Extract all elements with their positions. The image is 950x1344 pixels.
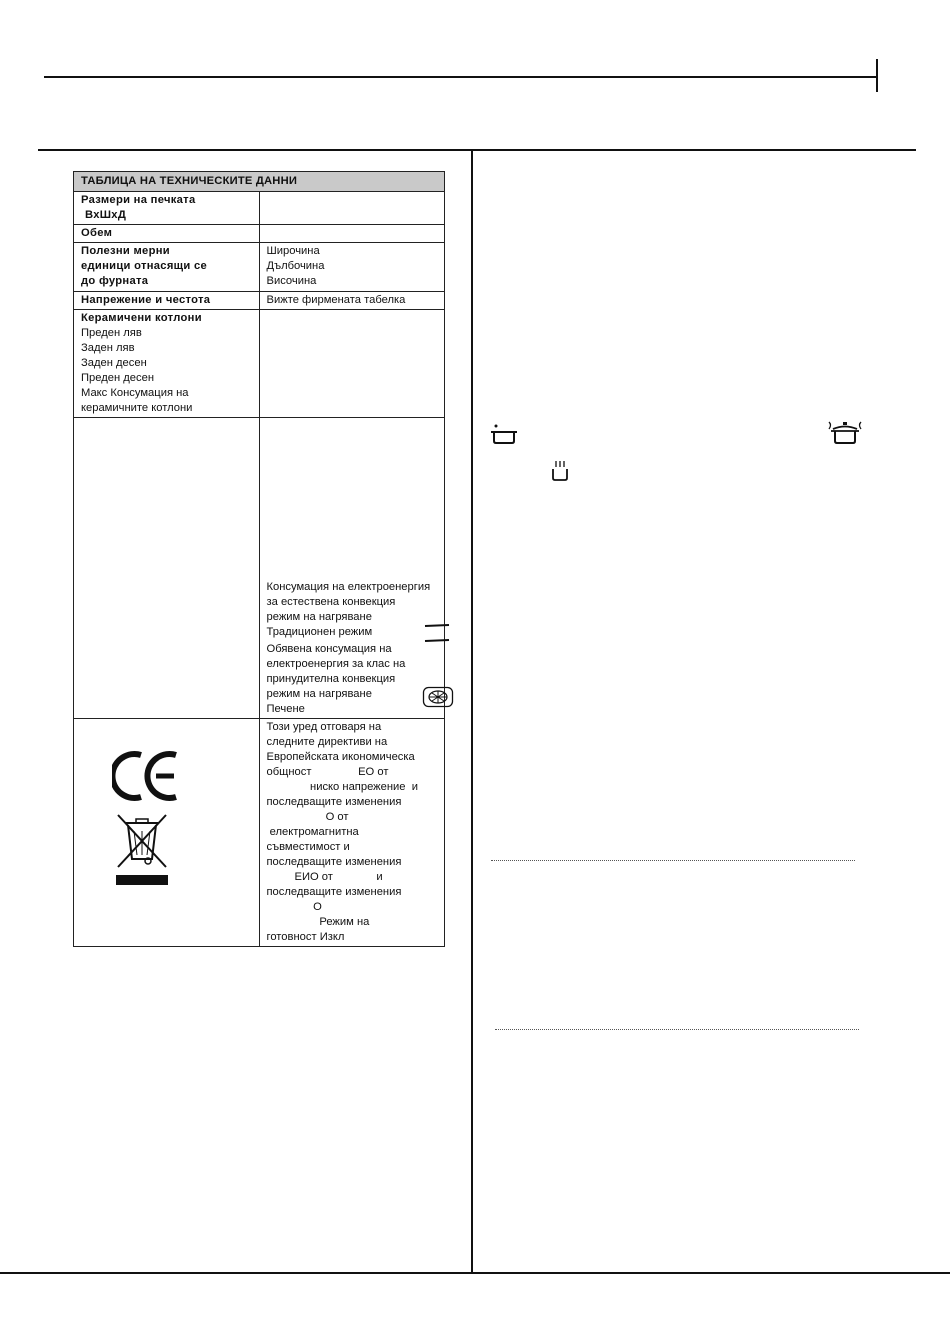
section-rule	[38, 149, 916, 151]
bottom-rule	[0, 1272, 950, 1274]
technical-data-table	[73, 171, 445, 947]
top-rule-end-mark	[876, 59, 878, 92]
ceramic-hobs-values	[259, 310, 445, 418]
voltage-label: Напрежение и честота	[74, 292, 260, 310]
table-row	[74, 243, 445, 292]
table-row	[74, 418, 445, 719]
table-header-row	[74, 172, 445, 192]
steam-bowl-icon	[550, 459, 570, 481]
ce-mark-icon	[112, 750, 180, 802]
certification-marks-cell	[74, 719, 260, 947]
energy-forced-convection: Обявена консумация на електроенергия за клас на принудителна конвекция режим на нагряване Печене	[266, 643, 406, 715]
dimensions-label: Размери на печката ВхШхД	[74, 192, 260, 225]
volume-label: Обем	[74, 225, 260, 243]
energy-consumption-cell	[259, 418, 445, 719]
energy-natural-convection: Консумация на електроенергия за естествена конвекция режим на нагряване Традиционен режим	[266, 581, 431, 638]
energy-label-cell	[74, 418, 260, 719]
column-divider	[471, 150, 473, 1273]
compliance-text: Този уред отговаря на следните директиви на Европейската икономическа общност ЕО от ниско напрежение и последващите изменения О от електромагнитна съвместимост и последващите изменения ЕИО от и последващите изменения О Режим на готовност Изкл	[259, 719, 445, 947]
top-bottom-heat-icon	[423, 623, 451, 645]
voltage-value: Вижте фирмената табелка	[259, 292, 445, 310]
volume-value	[259, 225, 445, 243]
dotted-separator	[491, 860, 855, 861]
ceramic-hobs-label: Керамичени котлони Преден ляв Заден ляв Заден десен Преден десен Макс Консумация на керамичните котлони	[74, 310, 260, 418]
fan-bake-icon	[422, 686, 454, 708]
table-row	[74, 719, 445, 947]
top-rule	[44, 76, 876, 78]
pot-icon	[489, 423, 519, 445]
table-title: ТАБЛИЦА НА ТЕХНИЧЕСКИТЕ ДАННИ	[74, 172, 445, 192]
table-row	[74, 292, 445, 310]
useful-dimensions-label: Полезни мерни единици отнасящи се до фурната	[74, 243, 260, 292]
useful-dimensions-values: Широчина Дълбочина Височина	[259, 243, 445, 292]
table-row	[74, 225, 445, 243]
dimensions-value	[259, 192, 445, 225]
table-row	[74, 310, 445, 418]
crossed-out-bin-icon	[114, 813, 170, 887]
dotted-separator	[495, 1029, 859, 1030]
pot-with-steam-icon	[826, 420, 864, 446]
table-row	[74, 192, 445, 225]
